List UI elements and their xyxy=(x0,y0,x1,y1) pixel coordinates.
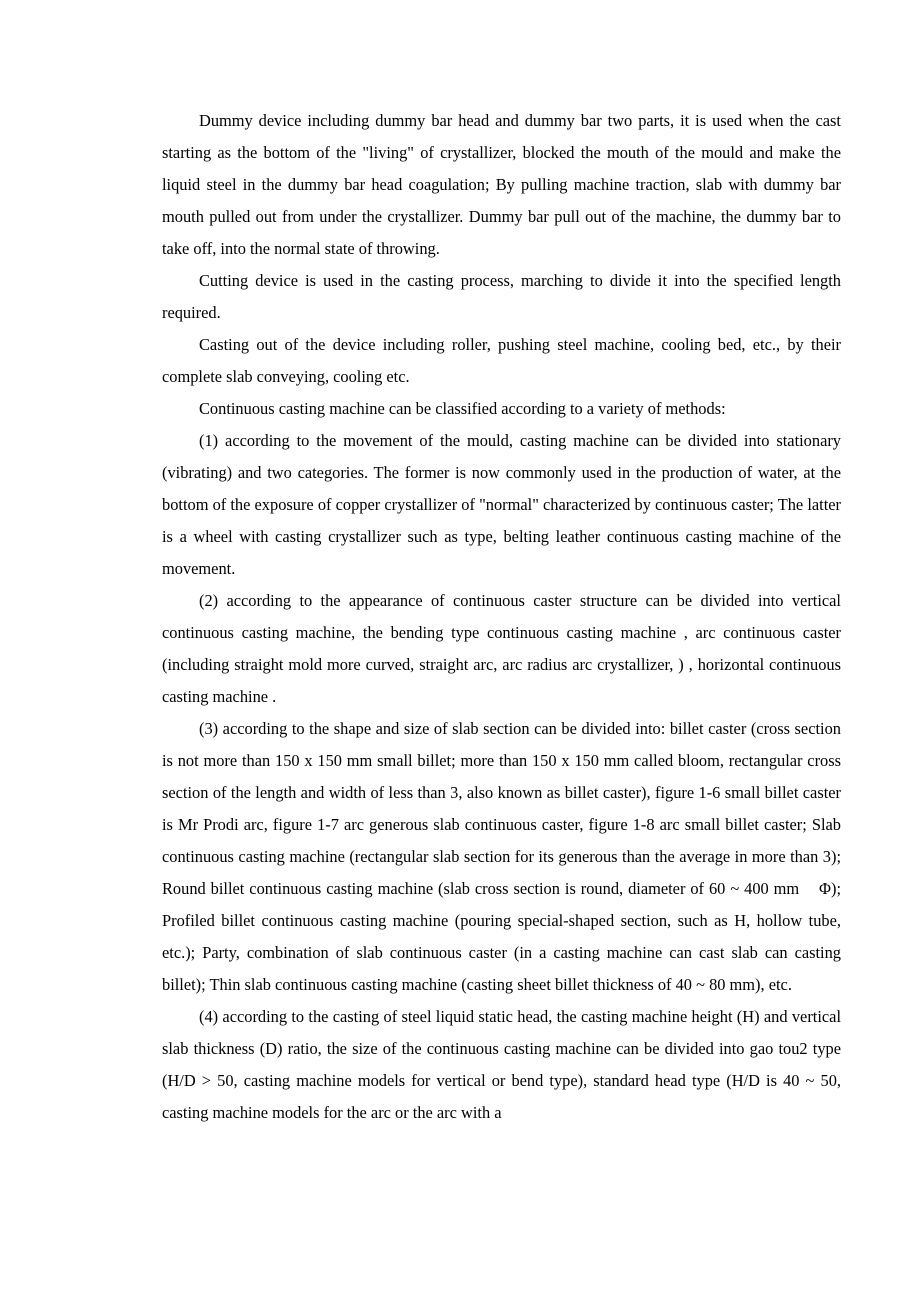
paragraph-classification-2: (2) according to the appearance of continuous caster structure can be divided into vertical continuous casting machine, the bending type continuous casting machine , arc continuous caster (including straight mold more curved, straight arc, arc radius arc crystallizer, ) , horizontal continuous casting machine . xyxy=(162,591,841,706)
paragraph-casting-out-device: Casting out of the device including roller, pushing steel machine, cooling bed, etc., by their complete slab conveying, cooling etc. xyxy=(162,335,841,386)
paragraph-classification-4: (4) according to the casting of steel liquid static head, the casting machine height (H) and vertical slab thickness (D) ratio, the size of the continuous casting machine can be divided into gao tou2 type (H/D > 50, casting machine models for vertical or bend type), standard head type (H/D is 40 ~ 50, casting machine models for the arc or the arc with a xyxy=(162,1007,841,1122)
paragraph-cutting-device: Cutting device is used in the casting process, marching to divide it into the specified length required. xyxy=(162,271,841,322)
document-body xyxy=(162,105,841,1129)
paragraph-classification-3: (3) according to the shape and size of slab section can be divided into: billet caster (cross section is not more than 150 x 150 mm small billet; more than 150 x 150 mm called bloom, rectangular cross section of the length and width of less than 3, also known as billet caster), figure 1-6 small billet caster is Mr Prodi arc, figure 1-7 arc generous slab continuous caster, figure 1-8 arc small billet caster; Slab continuous casting machine (rectangular slab section for its generous than the average in more than 3); Round billet continuous casting machine (slab cross section is round, diameter of 60 ~ 400 mm Φ); Profiled billet continuous casting machine (pouring special-shaped section, such as H, hollow tube, etc.); Party, combination of slab continuous caster (in a casting machine can cast slab can casting billet); Thin slab continuous casting machine (casting sheet billet thickness of 40 ~ 80 mm), etc. xyxy=(162,719,841,994)
paragraph-classification-1: (1) according to the movement of the mould, casting machine can be divided into stationary (vibrating) and two categories. The former is now commonly used in the production of water, at the bottom of the exposure of copper crystallizer of "normal" characterized by continuous caster; The latter is a wheel with casting crystallizer such as type, belting leather continuous casting machine of the movement. xyxy=(162,431,841,578)
paragraph-classification-intro: Continuous casting machine can be classified according to a variety of methods: xyxy=(199,399,726,418)
paragraph-dummy-device: Dummy device including dummy bar head and dummy bar two parts, it is used when the cast starting as the bottom of the "living" of crystallizer, blocked the mouth of the mould and make the liquid steel in the dummy bar head coagulation; By pulling machine traction, slab with dummy bar mouth pulled out from under the crystallizer. Dummy bar pull out of the machine, the dummy bar to take off, into the normal state of throwing. xyxy=(162,111,841,258)
